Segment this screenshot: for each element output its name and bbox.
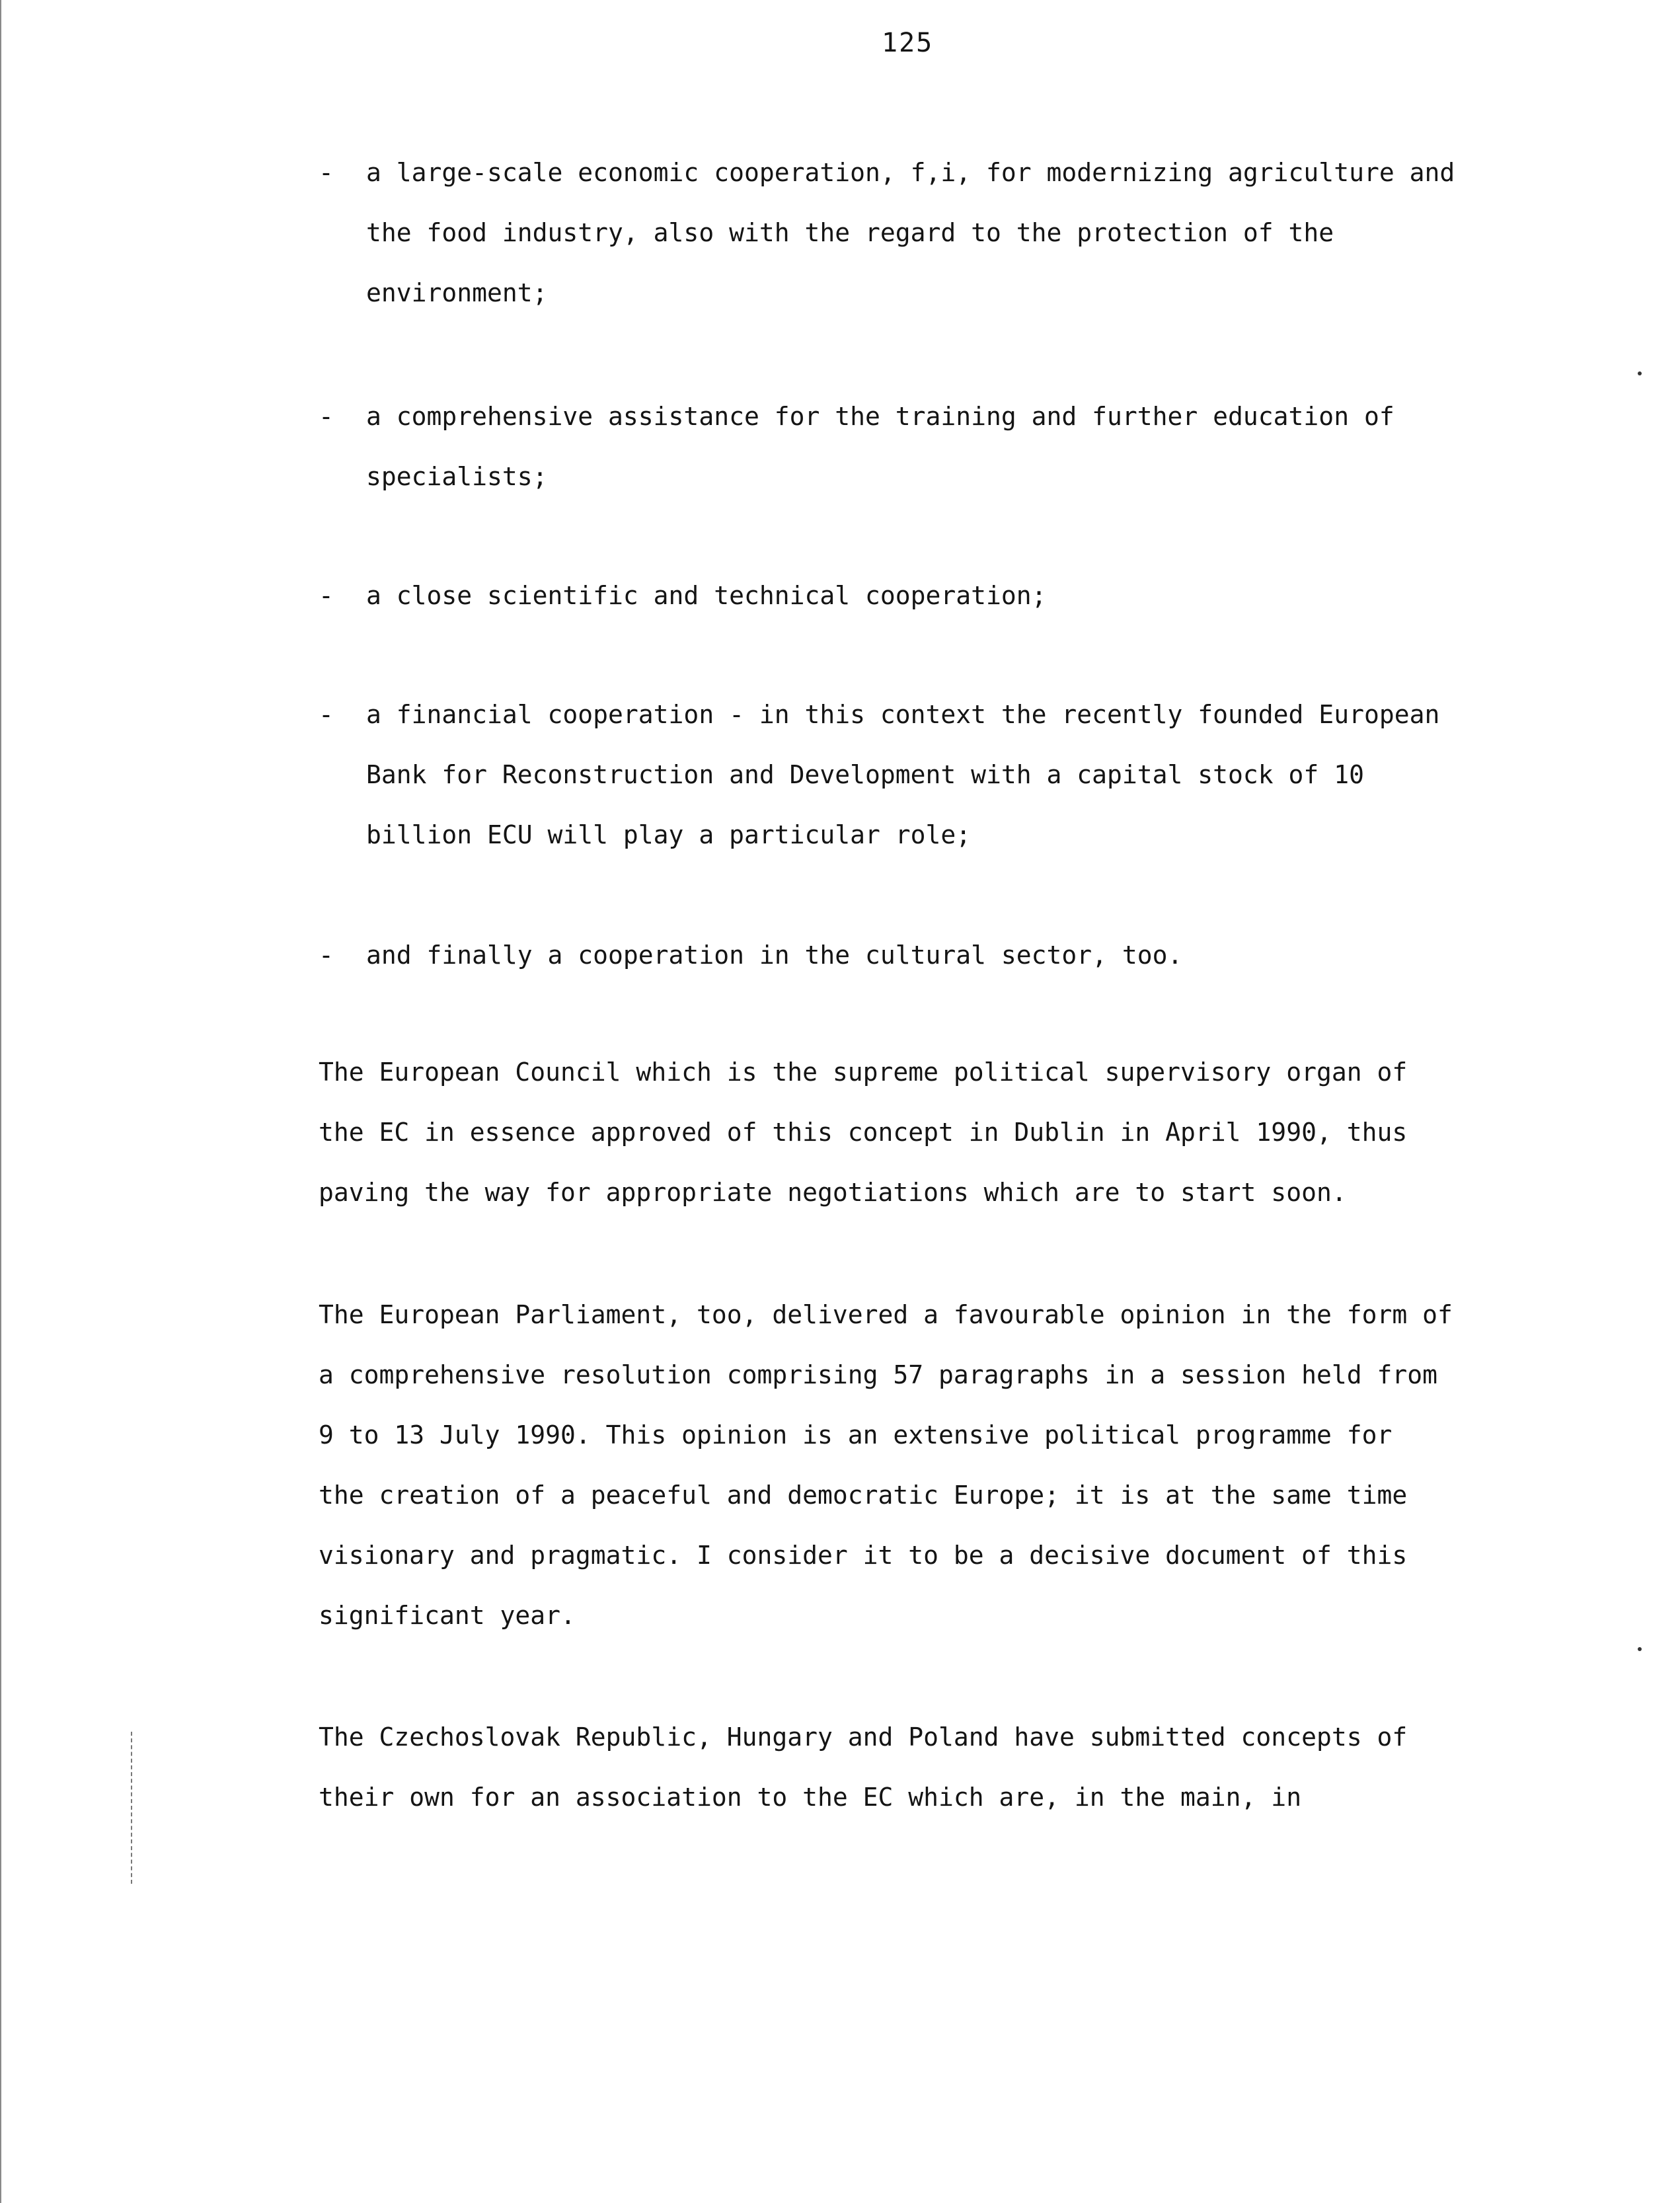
bullet-item xyxy=(319,143,1508,323)
bullet-text: a close scientific and technical cooperation; xyxy=(366,581,1047,610)
paragraph-european-parliament: The European Parliament, too, delivered a favourable opinion in the form of a comprehensive resolution comprising 57 paragraphs in a session held from 9 to 13 July 1990. This opinion is an extensive political programme for the creation of a peaceful and democratic Europe; it is at the same time visionary and pragmatic. I consider it to be a decisive document of this significant year. xyxy=(319,1300,1453,1630)
paragraph-european-council: The European Council which is the supreme political supervisory organ of the EC in essence approved of this concept in Dublin in April 1990, thus paving the way for appropriate negotiations which are to start soon. xyxy=(319,1058,1408,1207)
bullet-dash: - xyxy=(319,158,334,187)
bullet-item xyxy=(319,566,1508,626)
bullet-dash: - xyxy=(319,941,334,970)
paragraph-czechoslovak-republic: The Czechoslovak Republic, Hungary and Poland have submitted concepts of their own for an association to the EC which are, in the main, in xyxy=(319,1722,1408,1812)
bullet-item xyxy=(319,387,1508,507)
bullet-text: and finally a cooperation in the cultural sector, too. xyxy=(366,941,1183,970)
bullet-text: a large-scale economic cooperation, f,i, for modernizing agriculture and the food industry, also with the regard to the protection of the environment; xyxy=(366,158,1455,307)
bullet-dash: - xyxy=(319,402,334,431)
bullet-text: a comprehensive assistance for the training and further education of specialists; xyxy=(366,402,1394,491)
page-number: 125 xyxy=(882,28,934,58)
bullet-dash: - xyxy=(319,581,334,610)
scan-speck xyxy=(1638,371,1642,375)
margin-mark xyxy=(131,1732,134,1884)
scan-speck xyxy=(1638,1647,1642,1651)
scan-edge-rule xyxy=(0,0,1,2203)
bullet-dash: - xyxy=(319,700,334,729)
bullet-item xyxy=(319,685,1508,865)
bullet-item xyxy=(319,925,1508,986)
bullet-text: a financial cooperation - in this context the recently founded European Bank for Reconstruction and Development with a capital stock of 10 billion ECU will play a particular role; xyxy=(366,700,1440,849)
